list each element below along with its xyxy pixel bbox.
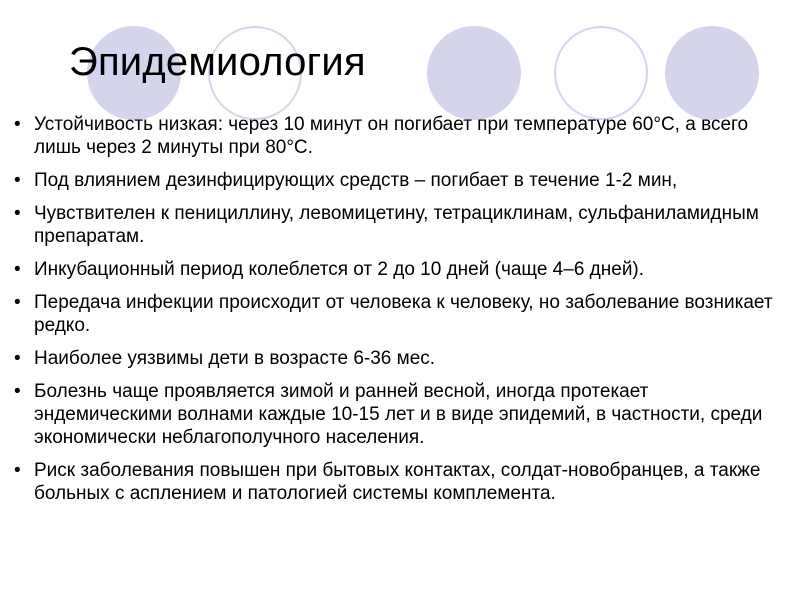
bullet-dot-icon: • (14, 381, 21, 402)
circle-filled (427, 26, 521, 120)
bullet-item (14, 291, 784, 337)
bullet-list (14, 113, 784, 515)
bullet-dot-icon: • (14, 114, 21, 135)
bullet-dot-icon: • (14, 348, 21, 369)
bullet-item (14, 258, 784, 281)
bullet-dot-icon: • (14, 203, 21, 224)
bullet-item (14, 169, 784, 192)
bullet-text: Под влиянием дезинфицирующих средств – погибает в течение 1-2 мин, (34, 170, 678, 191)
bullet-text: Чувствителен к пенициллину, левомицетину, тетрациклинам, сульфаниламидным препаратам. (34, 203, 759, 247)
bullet-item (14, 202, 784, 248)
bullet-dot-icon: • (14, 170, 21, 191)
bullet-text: Болезнь чаще проявляется зимой и ранней весной, иногда протекает эндемическими волнами каждые 10-15 лет и в виде эпидемий, в частности, среди экономически неблагополучного населения. (34, 381, 763, 448)
circle-outline (555, 27, 647, 119)
bullet-item (14, 347, 784, 370)
circle-filled (665, 26, 759, 120)
bullet-text: Наиболее уязвимы дети в возрасте 6-36 мес. (34, 348, 436, 369)
bullet-dot-icon: • (14, 292, 21, 313)
slide-title: Эпидемиология (69, 40, 366, 84)
bullet-text: Риск заболевания повышен при бытовых контактах, солдат-новобранцев, а также больных с асплением и патологией системы комплемента. (34, 460, 761, 504)
bullet-dot-icon: • (14, 259, 21, 280)
bullet-item (14, 380, 784, 449)
bullet-dot-icon: • (14, 460, 21, 481)
bullet-item (14, 459, 784, 505)
bullet-item (14, 113, 784, 159)
bullet-text: Передача инфекции происходит от человека к человеку, но заболевание возникает редко. (34, 292, 773, 336)
bullet-text: Устойчивость низкая: через 10 минут он погибает при температуре 60°С, а всего лишь через 2 минуты при 80°С. (34, 114, 749, 158)
bullet-text: Инкубационный период колеблется от 2 до 10 дней (чаще 4–6 дней). (34, 259, 645, 280)
